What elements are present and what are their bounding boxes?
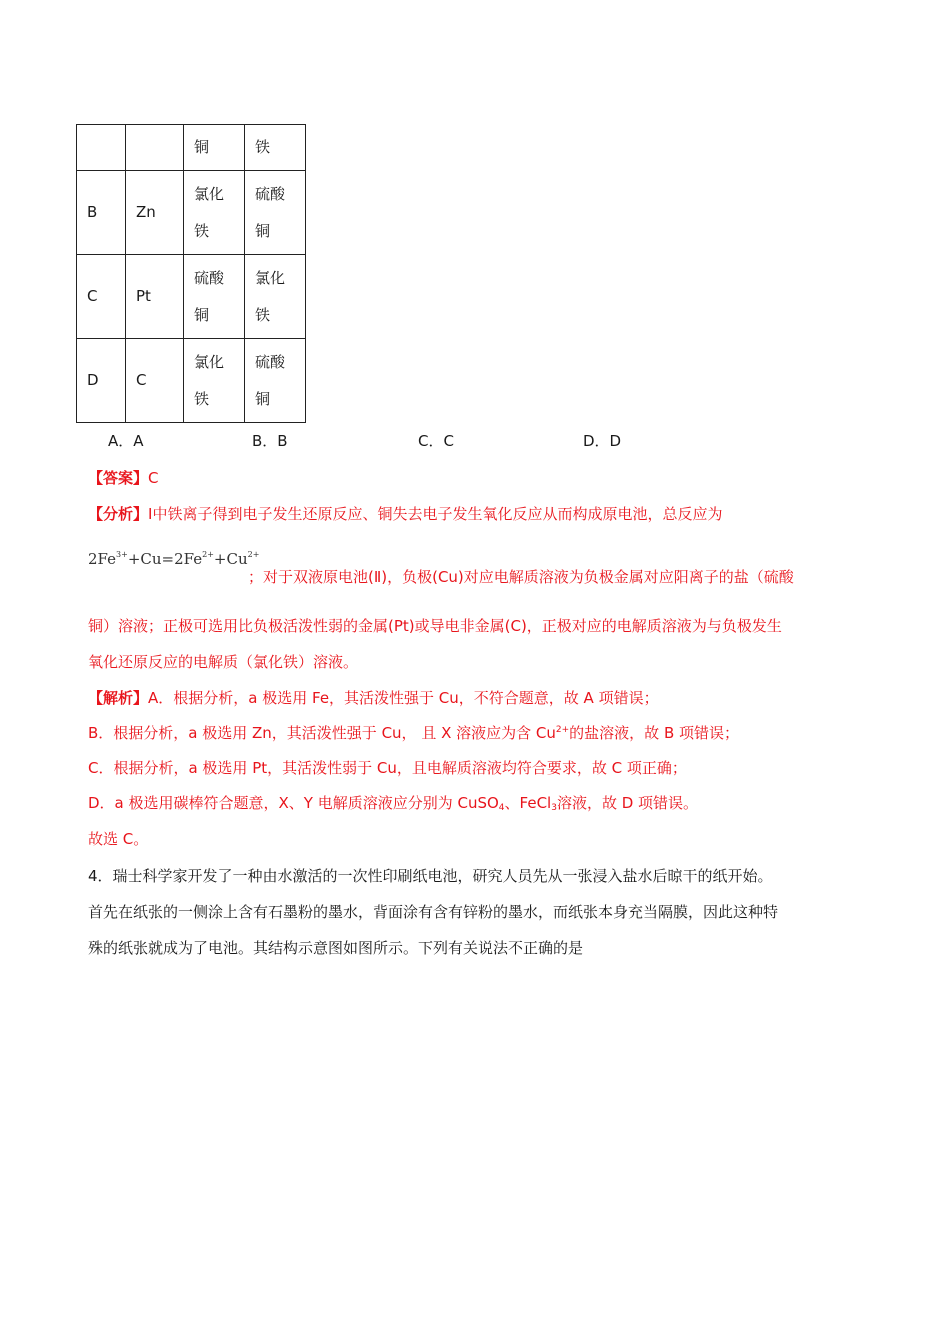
answer-line — [88, 467, 159, 488]
table-cell — [245, 255, 306, 339]
cell-text: 硫酸铜 — [255, 352, 286, 408]
analysis-line-3: 铜）溶液；正极可选用比负极活泼性弱的金属(Pt)或导电非金属(C)，正极对应的电解质溶液为与负极发生 — [88, 617, 782, 635]
table-cell: 铁 — [245, 125, 306, 171]
formula-charge: 2+ — [247, 550, 260, 559]
table-row — [77, 339, 306, 423]
analysis-text: Ⅰ中铁离子得到电子发生还原反应、铜失去电子发生氧化反应从而构成原电池，总反应为 — [148, 505, 723, 523]
table-cell — [184, 171, 245, 255]
solution-line-c: C．根据分析，a 极选用 Pt，其活泼性弱于 Cu，且电解质溶液均符合要求，故 C 项正确； — [88, 759, 687, 777]
analysis-line-1 — [88, 503, 722, 524]
reaction-formula — [88, 550, 259, 568]
analysis-tag: 【分析】 — [88, 505, 149, 523]
solution-text: D．a 极选用碳棒符合题意，X、Y 电解质溶液应分别为 CuSO — [88, 794, 499, 812]
table-cell — [245, 339, 306, 423]
cell-text: 硫酸铜 — [255, 184, 286, 240]
formula-part: 2Fe — [88, 550, 117, 568]
question-4-line-1: 4．瑞士科学家开发了一种由水激活的一次性印刷纸电池，研究人员先从一张浸入盐水后晾干的纸开始。 — [88, 867, 773, 885]
table-cell — [77, 125, 126, 171]
solution-text: 、FeCl — [504, 794, 552, 812]
cell-text: 硫酸铜 — [194, 268, 225, 324]
table-cell — [126, 125, 184, 171]
answer-value: C — [148, 469, 159, 487]
choice-c: C．C — [418, 432, 454, 450]
choice-a: A．A — [108, 432, 144, 450]
choice-b: B．B — [252, 432, 288, 450]
table-cell: Pt — [126, 255, 184, 339]
question-4-line-2: 首先在纸张的一侧涂上含有石墨粉的墨水，背面涂有含有锌粉的墨水，而纸张本身充当隔膜，因此这种特 — [88, 903, 779, 921]
formula-part: +Cu — [213, 550, 248, 568]
cell-text: 氯化铁 — [194, 184, 225, 240]
solution-text: 溶液，故 D 项错误。 — [556, 794, 699, 812]
choice-d: D．D — [583, 432, 622, 450]
question-4-line-3: 殊的纸张就成为了电池。其结构示意图如图所示。下列有关说法不正确的是 — [88, 939, 584, 957]
solution-text: B．根据分析，a 极选用 Zn，其活泼性强于 Cu， 且 X 溶液应为含 Cu — [88, 724, 556, 742]
table-cell: Zn — [126, 171, 184, 255]
answer-tag: 【答案】 — [88, 469, 149, 487]
solution-tag: 【解析】 — [88, 689, 149, 707]
table-row — [77, 171, 306, 255]
formula-subscript: 4 — [498, 803, 505, 813]
table-cell: C — [126, 339, 184, 423]
formula-subscript: 3 — [551, 803, 557, 813]
formula-charge: 2+ — [202, 550, 214, 559]
table-cell — [245, 171, 306, 255]
solution-conclusion: 故选 C。 — [88, 830, 149, 848]
table-cell: B — [77, 171, 126, 255]
table-cell — [184, 255, 245, 339]
ion-charge: 2+ — [555, 725, 570, 735]
table-row — [77, 125, 306, 171]
solution-line-d — [88, 792, 698, 813]
formula-charge: 3+ — [116, 550, 128, 559]
cell-text: 氯化铁 — [255, 268, 286, 324]
options-table — [76, 124, 306, 423]
solution-line-b — [88, 722, 739, 743]
table-cell: D — [77, 339, 126, 423]
solution-text: 的盐溶液，故 B 项错误； — [569, 724, 739, 742]
table-row — [77, 255, 306, 339]
solution-text: A．根据分析，a 极选用 Fe，其活泼性强于 Cu，不符合题意，故 A 项错误； — [148, 689, 659, 707]
table-cell: C — [77, 255, 126, 339]
solution-line-a — [88, 687, 659, 708]
formula-part: +Cu=2Fe — [127, 550, 203, 568]
cell-text: 氯化铁 — [194, 352, 225, 408]
table-cell — [184, 339, 245, 423]
analysis-line-4: 氧化还原反应的电解质（氯化铁）溶液。 — [88, 653, 359, 671]
analysis-line-2: ；对于双液原电池(Ⅱ)，负极(Cu)对应电解质溶液为负极金属对应阳离子的盐（硫酸 — [248, 568, 794, 586]
table-cell: 铜 — [184, 125, 245, 171]
